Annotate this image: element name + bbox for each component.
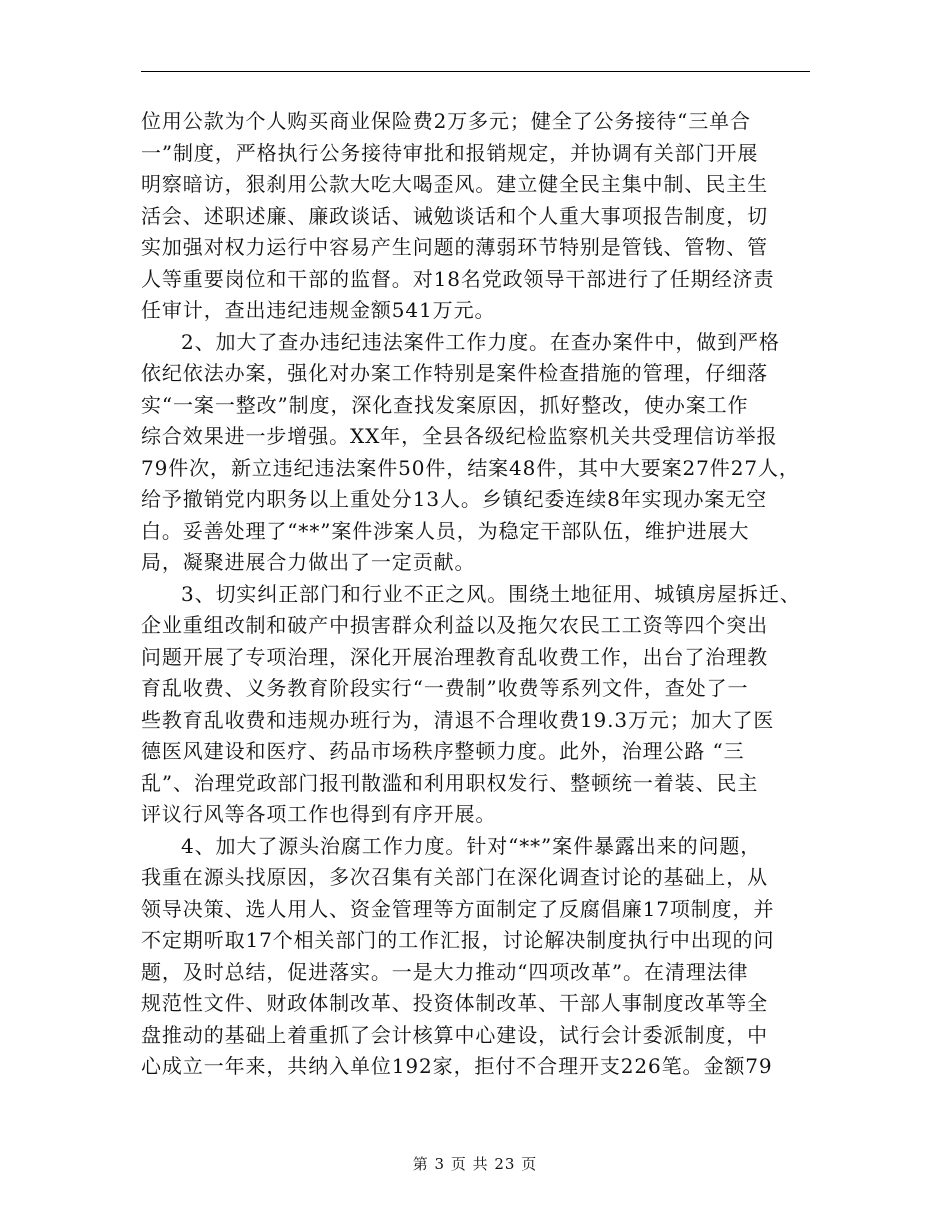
text-line: 实加强对权力运行中容易产生问题的薄弱环节特别是管钱、管物、管	[141, 235, 768, 259]
text-line: 评议行风等各项工作也得到有序开展。	[141, 802, 497, 826]
text-line: 综合效果进一步增强。XX年，全县各级纪检监察机关共受理信访举报	[141, 424, 778, 448]
text-line: 育乱收费、义务教育阶段实行“一费制”收费等系列文件，查处了一	[141, 676, 749, 700]
document-body	[141, 106, 823, 1083]
text-line: 局，凝聚进展合力做出了一定贡献。	[141, 550, 476, 574]
text-line: 一”制度，严格执行公务接待审批和报销规定，并协调有关部门开展	[141, 140, 759, 165]
text-line: 些教育乱收费和违规办班行为，清退不合理收费19.3万元；加大了医	[141, 707, 775, 732]
header-rule	[141, 71, 810, 72]
text-line: 人等重要岗位和干部的监督。对18名党政领导干部进行了任期经济责	[141, 266, 775, 291]
text-line: 活会、述职述廉、廉政谈话、诫勉谈话和个人重大事项报告制度，切	[141, 203, 768, 228]
text-line: 给予撤销党内职务以上重处分13人。乡镇纪委连续8年实现办案无空	[141, 487, 768, 511]
paragraph-first-line: 3、切实纠正部门和行业不正之风。围绕土地征用、城镇房屋拆迁、	[181, 581, 801, 606]
text-line: 领导决策、选人用人、资金管理等方面制定了反腐倡廉17项制度，并	[141, 896, 775, 921]
text-line: 企业重组改制和破产中损害群众利益以及拖欠农民工工资等四个突出	[141, 613, 768, 637]
text-line: 白。妥善处理了“**”案件涉案人员，为稳定干部队伍，维护进展大	[141, 518, 750, 543]
text-line: 不定期听取17个相关部门的工作汇报，讨论解决制度执行中出现的问	[141, 928, 775, 952]
text-line: 题，及时总结，促进落实。一是大力推动“四项改革”。在清理法律	[141, 959, 749, 984]
text-line: 实“一案一整改”制度，深化查找发案原因，抓好整改，使办案工作	[141, 392, 749, 417]
paragraph-first-line: 2、加大了查办违纪违法案件工作力度。在查办案件中，做到严格	[181, 329, 780, 354]
text-line: 任审计，查出违纪违规金额541万元。	[141, 298, 496, 322]
text-line: 心成立一年来，共纳入单位192家，拒付不合理开支226笔。金额79	[141, 1054, 773, 1078]
text-line: 位用公款为个人购买商业保险费2万多元；健全了公务接待“三单合	[141, 109, 751, 133]
text-line: 79件次，新立违纪违法案件50件，结案48件，其中大要案27件27人，	[141, 455, 800, 480]
text-line: 盘推动的基础上着重抓了会计核算中心建设，试行会计委派制度，中	[141, 1022, 768, 1047]
text-line: 我重在源头找原因，多次召集有关部门在深化调查讨论的基础上，从	[141, 865, 768, 889]
text-line: 问题开展了专项治理，深化开展治理教育乱收费工作，出台了治理教	[141, 644, 768, 669]
text-line: 乱”、治理党政部门报刊散滥和利用职权发行、整顿统一着装、民主	[141, 770, 759, 795]
paragraph-first-line: 4、加大了源头治腐工作力度。针对“**”案件暴露出来的问题，	[181, 833, 762, 858]
text-line: 明察暗访，狠刹用公款大吃大喝歪风。建立健全民主集中制、民主生	[141, 172, 768, 196]
text-line: 依纪依法办案，强化对办案工作特别是案件检查措施的管理，仔细落	[141, 361, 768, 385]
text-line: 规范性文件、财政体制改革、投资体制改革、干部人事制度改革等全	[141, 991, 768, 1015]
text-line: 德医风建设和医疗、药品市场秩序整顿力度。此外，治理公路 “三	[141, 739, 745, 763]
page-number-footer: 第 3 页 共 23 页	[412, 1155, 538, 1173]
